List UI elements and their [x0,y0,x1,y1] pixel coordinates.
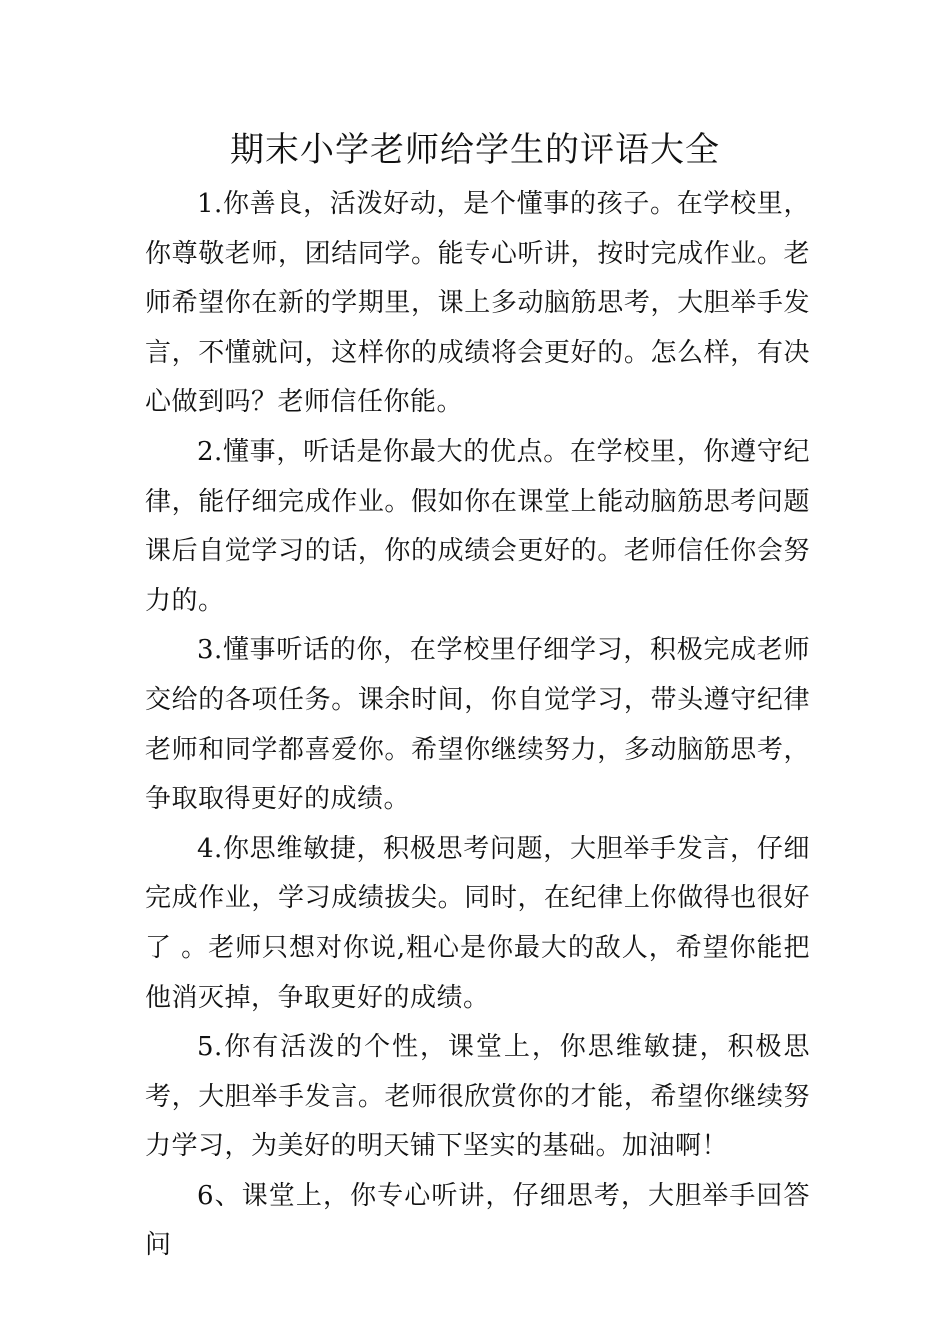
comment-paragraph-3: 3.懂事听话的你，在学校里仔细学习，积极完成老师交给的各项任务。课余时间，你自觉学习，带头遵守纪律老师和同学都喜爱你。希望你继续努力，多动脑筋思考，争取取得更好的成绩。 [145,635,810,815]
comment-paragraph-1: 1.你善良，活泼好动，是个懂事的孩子。在学校里，你尊敬老师，团结同学。能专心听讲，按时完成作业。老师希望你在新的学期里，课上多动脑筋思考，大胆举手发言，不懂就问，这样你的成绩将会更好的。怎么样，有决心做到吗？老师信任你能。 [145,189,810,418]
document-title: 期末小学老师给学生的评语大全 [230,130,720,170]
document-body [145,180,810,1271]
comment-paragraph-5: 5.你有活泼的个性，课堂上，你思维敏捷，积极思考，大胆举手发言。老师很欣赏你的才能，希望你继续努力学习，为美好的明天铺下坚实的基础。加油啊！ [145,1032,810,1162]
comment-paragraph-2: 2.懂事，听话是你最大的优点。在学校里，你遵守纪律，能仔细完成作业。假如你在课堂上能动脑筋思考问题课后自觉学习的话，你的成绩会更好的。老师信任你会努力的。 [145,436,810,616]
comment-paragraph-4: 4.你思维敏捷，积极思考问题，大胆举手发言，仔细完成作业，学习成绩拔尖。同时，在纪律上你做得也很好了 。老师只想对你说,粗心是你最大的敌人，希望你能把他消灭掉，争取更好的成绩。 [145,833,810,1013]
comment-paragraph-6: 6、课堂上，你专心听讲，仔细思考，大胆举手回答问 [145,1180,810,1261]
